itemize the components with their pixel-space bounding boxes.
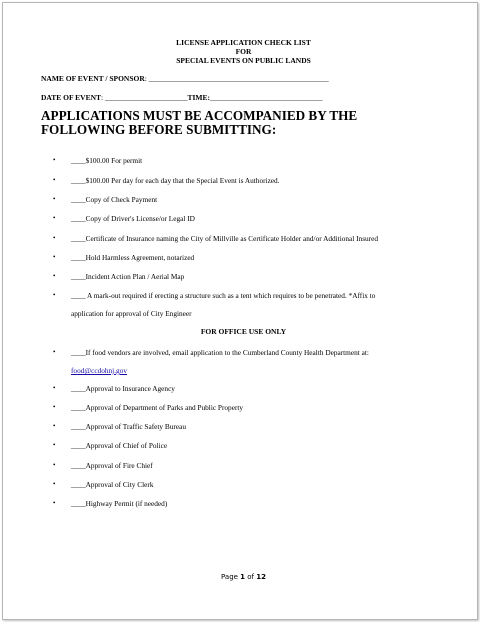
bullet-icon: • xyxy=(53,403,56,411)
requirement-text: ____ A mark-out required if erecting a structure such as a tent which requires to be penetrated. *Affix to xyxy=(71,291,376,300)
form-title-for: FOR xyxy=(235,47,252,56)
event-time-label: TIME: xyxy=(187,93,210,102)
page-word: Page xyxy=(221,573,241,581)
approval-text: ____Approval of City Clerk xyxy=(71,480,154,489)
bullet-icon: • xyxy=(53,441,56,449)
requirement-text: ____Copy of Driver's License/or Legal ID xyxy=(71,214,195,223)
event-sponsor-label: NAME OF EVENT / SPONSOR xyxy=(41,74,145,83)
bullet-icon: • xyxy=(53,234,56,242)
bullet-icon: • xyxy=(53,291,56,299)
page-number xyxy=(41,573,446,581)
requirement-text: ____Certificate of Insurance naming the City of Millville as Certificate Holder and/or Additional Insured xyxy=(71,234,378,243)
bullet-icon: • xyxy=(53,480,56,488)
requirement-text: ____Hold Harmless Agreement, notarized xyxy=(71,253,195,262)
form-title: LICENSE APPLICATION CHECK LIST xyxy=(176,38,311,47)
event-sponsor-field[interactable] xyxy=(41,74,329,83)
event-date-time-field[interactable] xyxy=(41,93,322,102)
approval-text: ____Approval of Traffic Safety Bureau xyxy=(71,422,186,431)
event-sponsor-blank[interactable]: : ________________________________________________ xyxy=(144,74,329,83)
food-email-link[interactable]: food@ccdohnj.gov xyxy=(71,366,127,375)
event-time-blank[interactable]: ______________________________ xyxy=(209,93,323,102)
bullet-icon: • xyxy=(53,384,56,392)
bullet-icon: • xyxy=(53,156,56,164)
requirement-text: ____Incident Action Plan / Aerial Map xyxy=(71,272,185,281)
event-date-blank[interactable]: : ______________________ xyxy=(101,93,188,102)
requirement-text: ____$100.00 For permit xyxy=(71,156,143,165)
form-subtitle: SPECIAL EVENTS ON PUBLIC LANDS xyxy=(176,56,311,65)
bullet-icon: • xyxy=(53,176,56,184)
approval-text: ____Approval of Chief of Police xyxy=(71,441,168,450)
approval-text: ____Approval of Department of Parks and Public Property xyxy=(71,403,244,412)
requirement-continuation: application for approval of City Engineer xyxy=(71,309,192,318)
approval-text: ____Approval of Fire Chief xyxy=(71,461,153,470)
bullet-icon: • xyxy=(53,272,56,280)
document-page-frame xyxy=(2,2,478,620)
office-use-heading: FOR OFFICE USE ONLY xyxy=(200,327,287,336)
requirement-text: ____Copy of Check Payment xyxy=(71,195,158,204)
requirement-text: ____$100.00 Per day for each day that the Special Event is Authorized. xyxy=(71,176,280,185)
approval-text: ____Approval to Insurance Agency xyxy=(71,384,175,393)
bullet-icon: • xyxy=(53,422,56,430)
of-word: of xyxy=(245,573,257,581)
total-pages: 12 xyxy=(256,573,266,581)
requirements-heading: APPLICATIONS MUST BE ACCOMPANIED BY THE FOLLOWING BEFORE SUBMITTING: xyxy=(41,108,358,137)
event-date-label: DATE OF EVENT xyxy=(41,93,102,102)
bullet-icon: • xyxy=(53,195,56,203)
food-vendor-text: ____If food vendors are involved, email application to the Cumberland County Health Department at: xyxy=(71,348,369,357)
bullet-icon: • xyxy=(53,461,56,469)
approval-text: ____Highway Permit (if needed) xyxy=(71,499,168,508)
bullet-icon: • xyxy=(53,253,56,261)
bullet-icon: • xyxy=(53,499,56,507)
current-page: 1 xyxy=(240,573,246,581)
bullet-icon: • xyxy=(53,214,56,222)
bullet-icon: • xyxy=(53,348,56,356)
